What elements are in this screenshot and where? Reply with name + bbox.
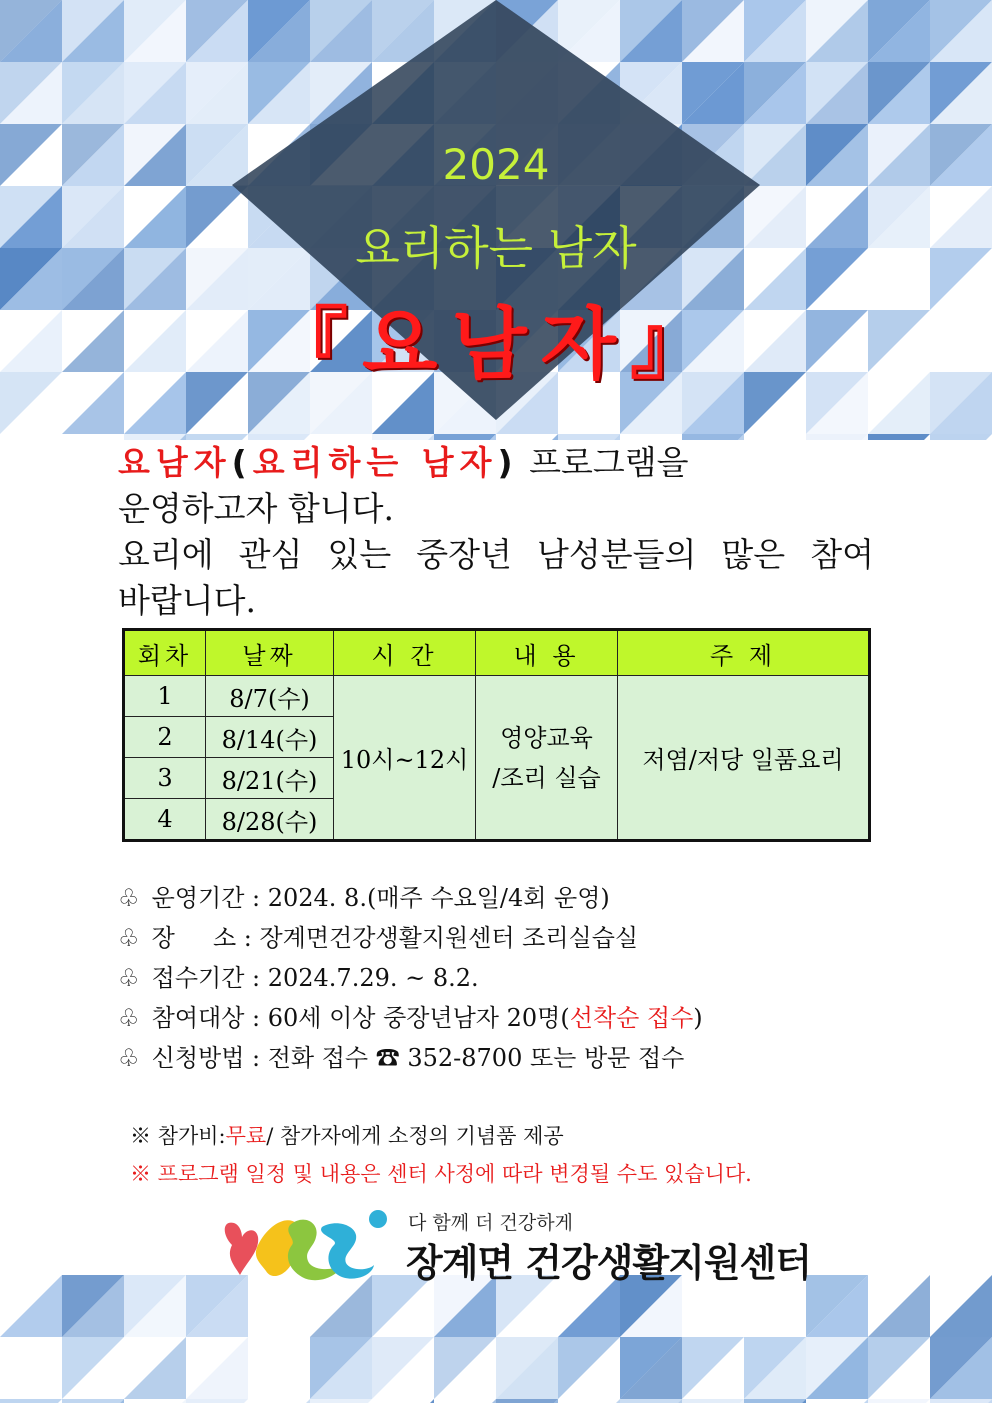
header-content: 내 용 bbox=[476, 630, 618, 676]
intro-brand-full: 요리하는 남자 bbox=[252, 443, 498, 482]
info-period-text: 운영기간 : 2024. 8.(매주 수요일/4회 운영) bbox=[151, 884, 610, 912]
row-no: 1 bbox=[124, 676, 206, 717]
background-triangle bbox=[372, 1337, 434, 1399]
background-triangle bbox=[868, 434, 930, 440]
background-triangle bbox=[0, 1399, 62, 1403]
background-triangle bbox=[186, 1399, 248, 1403]
row-date: 8/28(수) bbox=[206, 799, 334, 841]
info-target-suffix: ) bbox=[693, 1004, 703, 1032]
background-triangle bbox=[310, 1399, 372, 1403]
background-triangle bbox=[62, 1399, 124, 1403]
intro-open-paren: ( bbox=[231, 443, 253, 482]
intro-close-paren: ) bbox=[497, 443, 519, 482]
background-triangle bbox=[558, 1399, 620, 1403]
info-method-prefix: 신청방법 : 전화 접수 bbox=[151, 1044, 376, 1072]
info-period bbox=[118, 878, 898, 918]
background-triangle bbox=[496, 1399, 558, 1403]
info-place-text: 장 소 : 장계면건강생활지원센터 조리실습실 bbox=[151, 924, 639, 952]
topic-cell: 저염/저당 일품요리 bbox=[618, 676, 870, 841]
intro-text bbox=[118, 440, 874, 624]
background-triangle bbox=[124, 1337, 186, 1399]
hero-title: 요리하는 남자 bbox=[355, 221, 637, 275]
intro-line1-tail: 프로그램을 bbox=[518, 443, 689, 482]
background-triangles-bottom bbox=[0, 1275, 992, 1403]
header-round: 회차 bbox=[124, 630, 206, 676]
intro-line2: 운영하고자 합니다. bbox=[118, 489, 395, 528]
clover-icon: ♧ bbox=[118, 884, 140, 912]
schedule-table bbox=[122, 628, 871, 842]
info-target-red: 선착순 접수 bbox=[569, 1004, 694, 1032]
info-method-suffix: 352-8700 또는 방문 접수 bbox=[399, 1044, 685, 1072]
phone-icon: ☎ bbox=[375, 1044, 400, 1072]
background-triangle bbox=[930, 1399, 992, 1403]
background-triangle bbox=[930, 1275, 992, 1337]
background-triangle bbox=[868, 1275, 930, 1337]
table-row bbox=[124, 676, 870, 717]
hero-brand: 『요남자』 bbox=[269, 300, 723, 390]
note-fee-prefix: ※ 참가비: bbox=[130, 1124, 226, 1148]
background-triangle bbox=[186, 1337, 248, 1399]
row-no: 3 bbox=[124, 758, 206, 799]
note-fee bbox=[130, 1120, 564, 1150]
background-triangle bbox=[558, 1337, 620, 1399]
row-date: 8/7(수) bbox=[206, 676, 334, 717]
row-no: 4 bbox=[124, 799, 206, 841]
header-topic: 주 제 bbox=[618, 630, 870, 676]
content-cell bbox=[476, 676, 618, 841]
logo-slogan: 다 함께 더 건강하게 bbox=[408, 1212, 573, 1234]
note-fee-suffix: / 참가자에게 소정의 기념품 제공 bbox=[266, 1124, 564, 1148]
info-target bbox=[118, 998, 898, 1038]
time-cell: 10시~12시 bbox=[334, 676, 476, 841]
background-triangle bbox=[868, 1399, 930, 1403]
note-change: ※ 프로그램 일정 및 내용은 센터 사정에 따라 변경될 수도 있습니다. bbox=[130, 1162, 752, 1186]
background-triangle bbox=[682, 1337, 744, 1399]
info-place bbox=[118, 918, 898, 958]
background-triangle bbox=[806, 1399, 868, 1403]
note-fee-red: 무료 bbox=[225, 1124, 267, 1148]
background-triangle bbox=[434, 1337, 496, 1399]
header-date: 날짜 bbox=[206, 630, 334, 676]
content-line1: 영양교육 bbox=[500, 723, 593, 752]
info-method bbox=[118, 1038, 898, 1078]
header-time: 시 간 bbox=[334, 630, 476, 676]
info-list bbox=[118, 878, 898, 1078]
background-triangle bbox=[744, 1399, 806, 1403]
info-target-prefix: 참여대상 : 60세 이상 중장년남자 20명( bbox=[151, 1004, 570, 1032]
background-triangle bbox=[434, 1399, 496, 1403]
background-triangle bbox=[372, 1399, 434, 1403]
hero-year: 2024 bbox=[442, 140, 550, 189]
background-triangle bbox=[620, 1399, 682, 1403]
row-date: 8/21(수) bbox=[206, 758, 334, 799]
intro-line3: 요리에 관심 있는 중장년 남성분들의 많은 참여 bbox=[118, 535, 874, 574]
table-header-row bbox=[124, 630, 870, 676]
clover-icon: ♧ bbox=[118, 1044, 140, 1072]
background-triangle bbox=[0, 1275, 62, 1337]
content-line2: /조리 실습 bbox=[492, 763, 601, 792]
row-date: 8/14(수) bbox=[206, 717, 334, 758]
logo-name: 장계면 건강생활지원센터 bbox=[406, 1241, 812, 1285]
info-apply-period-text: 접수기간 : 2024.7.29. ~ 8.2. bbox=[151, 964, 479, 992]
background-triangle bbox=[248, 1399, 310, 1403]
background-triangle bbox=[682, 1399, 744, 1403]
intro-line4: 바랍니다. bbox=[118, 581, 257, 620]
intro-brand: 요남자 bbox=[118, 443, 232, 482]
clover-icon: ♧ bbox=[118, 964, 140, 992]
clover-icon: ♧ bbox=[118, 1004, 140, 1032]
background-triangle bbox=[868, 1337, 930, 1399]
row-no: 2 bbox=[124, 717, 206, 758]
background-triangle bbox=[62, 1337, 124, 1399]
clover-icon: ♧ bbox=[118, 924, 140, 952]
background-triangle bbox=[124, 1399, 186, 1403]
background-triangle bbox=[930, 434, 992, 440]
info-apply-period bbox=[118, 958, 898, 998]
